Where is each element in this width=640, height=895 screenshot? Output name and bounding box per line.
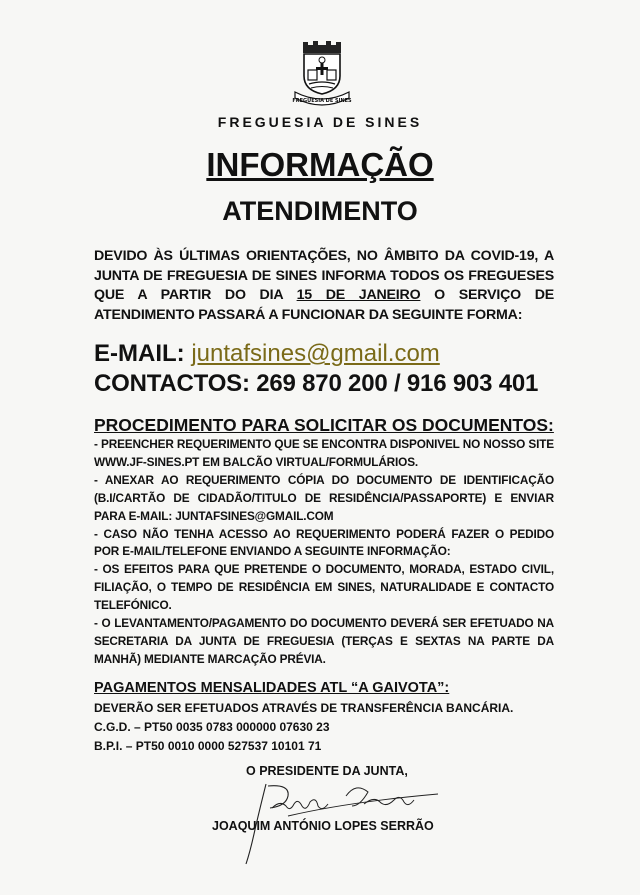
procedure-item: - O LEVANTAMENTO/PAGAMENTO DO DOCUMENTO DEVERÁ SER EFETUADO NA SECRETARIA DA JUNTA DE FREGUESIA (TERÇAS E SEXTAS NA PARTE DA MANHÃ) MEDIANTE MARCAÇÃO PRÉVIA.: [94, 616, 554, 666]
signatory-name: JOAQUIM ANTÓNIO LOPES SERRÃO: [212, 819, 434, 833]
procedure-list: [94, 436, 554, 669]
start-date: 15 DE JANEIRO: [296, 287, 421, 303]
intro-text-end: O SERVIÇO DE ATENDIMENTO PASSARÁ A FUNCIONAR DA SEGUINTE FORMA:: [94, 287, 555, 323]
municipal-crest-icon: [289, 36, 355, 106]
email-line: [94, 340, 440, 368]
organization-name: FREGUESIA DE SINES: [217, 114, 423, 130]
page-subtitle: ATENDIMENTO: [222, 196, 418, 226]
procedure-item: - PREENCHER REQUERIMENTO QUE SE ENCONTRA DISPONIVEL NO NOSSO SITE WWW.JF-SINES.PT EM BALCÃO VIRTUAL/FORMULÁRIOS.: [94, 437, 554, 469]
payments-heading: PAGAMENTOS MENSALIDADES ATL “A GAIVOTA”:: [94, 680, 450, 696]
phone-contacts: CONTACTOS: 269 870 200 / 916 903 401: [94, 370, 539, 397]
intro-text-start: DEVIDO ÀS ÚLTIMAS ORIENTAÇÕES, NO ÂMBITO DA COVID-19, A JUNTA DE FREGUESIA DE SINES INFORMA TODOS OS FREGUESES QUE A PARTIR DO DIA: [94, 248, 554, 303]
bank-account-bpi: B.P.I. – PT50 0010 0000 527537 10101 71: [94, 739, 322, 753]
intro-paragraph: [94, 247, 554, 325]
payments-instruction: DEVERÃO SER EFETUADOS ATRAVÉS DE TRANSFERÊNCIA BANCÁRIA.: [94, 701, 514, 715]
bank-account-cgd: C.G.D. – PT50 0035 0783 000000 07630 23: [94, 720, 330, 734]
procedure-heading: PROCEDIMENTO PARA SOLICITAR OS DOCUMENTOS:: [94, 415, 554, 435]
procedure-item: - CASO NÃO TENHA ACESSO AO REQUERIMENTO PODERÁ FAZER O PEDIDO POR E-MAIL/TELEFONE ENVIANDO A SEGUINTE INFORMAÇÃO:: [94, 526, 554, 559]
crest-inscription: FREGUESIA DE SINES: [292, 98, 352, 104]
procedure-item: - ANEXAR AO REQUERIMENTO CÓPIA DO DOCUMENTO DE IDENTIFICAÇÃO (B.I/CARTÃO DE CIDADÃO/TITULO DE RESIDÊNCIA/PASSAPORTE) E ENVIAR PARA E-MAIL: JUNTAFSINES@GMAIL.COM: [94, 472, 554, 523]
procedure-item: - OS EFEITOS PARA QUE PRETENDE O DOCUMENTO, MORADA, ESTADO CIVIL, FILIAÇÃO, O TEMPO DE RESIDÊNCIA EM SINES, NATURALIDADE E CONTACTO TELEFÓNICO.: [94, 562, 554, 613]
email-label: E-MAIL:: [94, 340, 185, 367]
page-title: INFORMAÇÃO: [206, 146, 434, 183]
signatory-title: O PRESIDENTE DA JUNTA,: [246, 764, 408, 778]
email-link[interactable]: juntafsines@gmail.com: [191, 340, 440, 367]
payments-details: [94, 699, 513, 756]
